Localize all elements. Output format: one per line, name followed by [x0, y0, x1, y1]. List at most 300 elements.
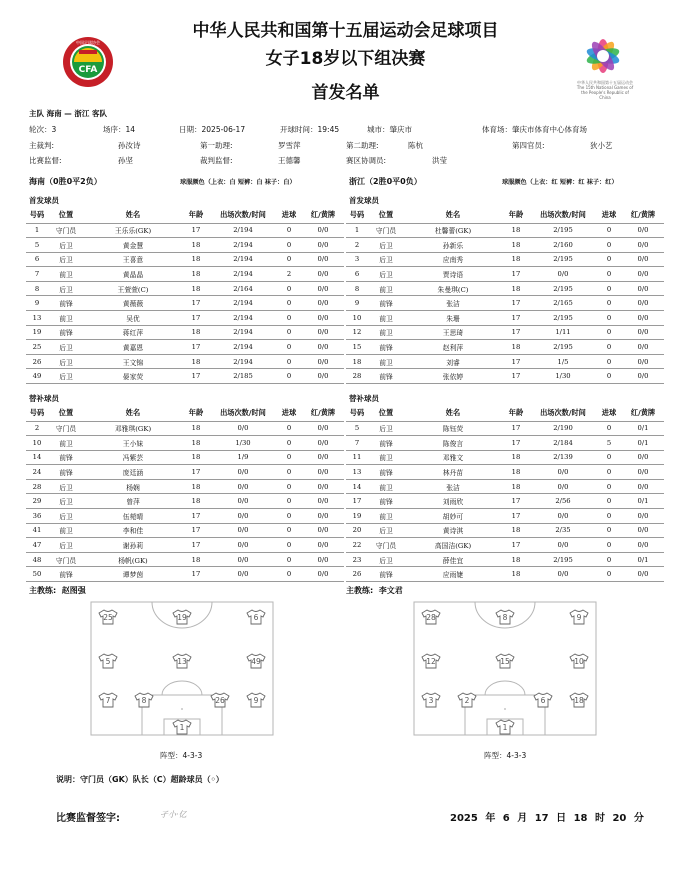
away-coach-label: 主教练: — [346, 586, 374, 595]
national-games-logo — [574, 30, 632, 82]
ref-supervisor: 王德馨 — [278, 156, 301, 165]
col-goals-cell: 0 — [596, 538, 622, 553]
col-position-cell: 后卫 — [368, 421, 404, 436]
cfa-logo — [62, 36, 114, 88]
col-age-cell: 17 — [502, 325, 530, 340]
col-age-cell: 17 — [182, 296, 210, 311]
page-subtitle: 女子18岁以下组决赛 — [265, 49, 426, 69]
col-age-cell: 18 — [182, 325, 210, 340]
away-subs-label: 替补球员 — [349, 394, 379, 403]
table-row — [26, 538, 344, 553]
col-cards-header: 红/黄牌 — [310, 408, 336, 418]
col-goals-cell: 0 — [276, 296, 302, 311]
table-row — [346, 538, 664, 553]
col-cards-cell: 0/0 — [302, 296, 344, 311]
teams-line: 主队 海南 — 浙江 客队 — [29, 109, 107, 118]
col-position-cell: 守门员 — [48, 421, 84, 436]
col-number-header: 号码 — [349, 210, 365, 220]
col-age-cell: 18 — [502, 523, 530, 538]
col-age-cell: 17 — [502, 436, 530, 451]
col-name-cell: 黄金慧 — [84, 238, 182, 253]
col-appearances-cell: 0/0 — [530, 465, 596, 480]
col-position-cell: 前卫 — [48, 523, 84, 538]
col-cards-cell: 0/0 — [622, 450, 664, 465]
col-name-cell: 赵利萍 — [404, 340, 502, 355]
col-name-cell: 黄嘉恩 — [84, 340, 182, 355]
col-position-cell: 前锋 — [368, 436, 404, 451]
col-position-cell: 前锋 — [368, 296, 404, 311]
col-goals-header: 进球 — [281, 408, 297, 418]
fourth-official-label: 第四官员: — [512, 141, 545, 150]
col-position-cell: 前锋 — [368, 465, 404, 480]
col-appearances-cell: 2/164 — [210, 281, 276, 296]
col-name-cell: 吴优 — [84, 311, 182, 326]
col-number-cell: 26 — [346, 567, 368, 582]
col-appearances-cell: 0/0 — [530, 567, 596, 582]
col-appearances-cell: 0/0 — [210, 465, 276, 480]
col-appearances-cell: 2/190 — [530, 421, 596, 436]
col-position-cell: 后卫 — [48, 281, 84, 296]
col-number-cell: 8 — [26, 281, 48, 296]
col-goals-cell: 0 — [276, 436, 302, 451]
col-goals-cell: 0 — [596, 369, 622, 384]
col-number-cell: 13 — [26, 311, 48, 326]
home-subs-table — [26, 406, 344, 582]
col-appearances-cell: 2/194 — [210, 311, 276, 326]
col-cards-header: 红/黄牌 — [310, 210, 336, 220]
col-appearances-cell: 0/0 — [530, 479, 596, 494]
col-appearances-cell: 0/0 — [210, 552, 276, 567]
col-name-cell: 陈俊言 — [404, 436, 502, 451]
col-age-cell: 18 — [502, 552, 530, 567]
col-appearances-cell: 2/195 — [530, 252, 596, 267]
col-name-cell: 冯紫芸 — [84, 450, 182, 465]
col-appearances-cell: 1/11 — [530, 325, 596, 340]
col-position-cell: 前锋 — [368, 567, 404, 582]
col-number-cell: 18 — [346, 354, 368, 369]
col-appearances-cell: 2/194 — [210, 296, 276, 311]
cfa-logo-text: CFA — [78, 65, 98, 75]
col-age-header: 年龄 — [508, 408, 524, 418]
coordinator: 洪莹 — [432, 156, 447, 165]
col-name-cell: 蒋红萍 — [84, 325, 182, 340]
col-position-cell: 前卫 — [368, 281, 404, 296]
col-name-cell: 刘睿 — [404, 354, 502, 369]
table-row — [26, 552, 344, 567]
col-appearances-cell: 0/0 — [530, 267, 596, 282]
penalty-spot — [504, 708, 506, 710]
col-age-cell: 17 — [502, 369, 530, 384]
col-cards-cell: 0/0 — [302, 281, 344, 296]
col-name-cell: 张洁 — [404, 296, 502, 311]
table-row — [346, 223, 664, 238]
table-row — [26, 238, 344, 253]
table-row — [26, 281, 344, 296]
col-position-cell: 前卫 — [368, 311, 404, 326]
col-position-cell: 前卫 — [48, 311, 84, 326]
col-cards-cell: 0/0 — [622, 523, 664, 538]
col-goals-cell: 0 — [276, 311, 302, 326]
col-position-cell: 前锋 — [368, 494, 404, 509]
col-age-cell: 17 — [502, 296, 530, 311]
col-age-cell: 18 — [502, 340, 530, 355]
table-row — [346, 509, 664, 524]
table-row — [346, 494, 664, 509]
col-goals-cell: 0 — [596, 421, 622, 436]
col-name-cell: 黄诗淇 — [404, 523, 502, 538]
col-appearances-header: 出场次数/时间 — [220, 408, 266, 418]
col-age-cell: 17 — [182, 465, 210, 480]
col-age-cell: 18 — [502, 450, 530, 465]
col-name-header: 姓名 — [125, 408, 141, 418]
col-age-cell: 17 — [502, 509, 530, 524]
col-goals-cell: 0 — [596, 281, 622, 296]
col-cards-cell: 0/0 — [302, 311, 344, 326]
col-cards-cell: 0/0 — [622, 538, 664, 553]
referee: 孙汝诗 — [118, 141, 141, 150]
away-kit: 球服颜色（上衣：红 短裤：红 袜子：红） — [502, 179, 618, 186]
away-starters-table — [346, 208, 664, 384]
col-name-cell: 庞廷涵 — [84, 465, 182, 480]
table-row — [26, 479, 344, 494]
col-number-cell: 28 — [346, 369, 368, 384]
col-goals-cell: 0 — [596, 223, 622, 238]
col-goals-cell: 0 — [596, 354, 622, 369]
col-cards-cell: 0/0 — [302, 223, 344, 238]
col-number-cell: 10 — [346, 311, 368, 326]
col-cards-cell: 0/0 — [622, 354, 664, 369]
col-appearances-cell: 2/165 — [530, 296, 596, 311]
col-age-cell: 17 — [182, 567, 210, 582]
col-age-header: 年龄 — [188, 408, 204, 418]
col-number-cell: 25 — [26, 340, 48, 355]
col-goals-cell: 0 — [596, 325, 622, 340]
col-number-header: 号码 — [29, 408, 45, 418]
jersey-number: 10 — [574, 657, 584, 666]
col-name-cell: 黄晶晶 — [84, 267, 182, 282]
col-position-cell: 后卫 — [48, 538, 84, 553]
col-appearances-cell: 1/5 — [530, 354, 596, 369]
col-number-header: 号码 — [349, 408, 365, 418]
col-cards-cell: 0/0 — [302, 252, 344, 267]
legend-note: 说明：守门员（GK）队长（C）超龄球员（◦） — [56, 775, 224, 784]
col-position-cell: 前锋 — [48, 325, 84, 340]
col-name-header: 姓名 — [445, 210, 461, 220]
col-age-cell: 18 — [182, 494, 210, 509]
table-row — [346, 296, 664, 311]
col-cards-cell: 0/0 — [302, 369, 344, 384]
col-goals-cell: 0 — [596, 296, 622, 311]
games-logo-caption: 中华人民共和国第十五届运动会 The 15th National Games of the People's Republic of China — [576, 80, 634, 100]
col-appearances-cell: 2/194 — [210, 238, 276, 253]
jersey-number: 6 — [540, 696, 546, 705]
col-age-cell: 18 — [502, 252, 530, 267]
col-number-cell: 50 — [26, 567, 48, 582]
col-cards-cell: 0/0 — [622, 311, 664, 326]
col-position-cell: 前卫 — [48, 267, 84, 282]
home-coach-line — [29, 585, 86, 596]
col-goals-cell: 0 — [276, 479, 302, 494]
col-appearances-cell: 2/195 — [530, 223, 596, 238]
col-position-cell: 后卫 — [368, 552, 404, 567]
col-name-cell: 黄薇薇 — [84, 296, 182, 311]
away-subs-table — [346, 406, 664, 582]
col-name-cell: 应雨婕 — [404, 567, 502, 582]
col-name-cell: 朱珊 — [404, 311, 502, 326]
col-number-cell: 48 — [26, 552, 48, 567]
col-goals-cell: 0 — [596, 450, 622, 465]
col-goals-cell: 0 — [596, 340, 622, 355]
table-row — [346, 479, 664, 494]
table-row — [26, 523, 344, 538]
col-number-cell: 5 — [346, 421, 368, 436]
col-age-cell: 18 — [182, 252, 210, 267]
away-starters-label: 首发球员 — [349, 196, 379, 205]
col-age-cell: 18 — [502, 281, 530, 296]
col-age-cell: 18 — [182, 238, 210, 253]
col-goals-cell: 0 — [276, 523, 302, 538]
col-name-cell: 薛佳宜 — [404, 552, 502, 567]
col-name-cell: 陈钰荧 — [404, 421, 502, 436]
col-name-header: 姓名 — [445, 408, 461, 418]
col-appearances-cell: 2/139 — [530, 450, 596, 465]
col-number-cell: 6 — [346, 267, 368, 282]
col-appearances-cell: 0/0 — [210, 538, 276, 553]
col-appearances-header: 出场次数/时间 — [540, 210, 586, 220]
col-number-cell: 1 — [346, 223, 368, 238]
table-row — [346, 340, 664, 355]
col-age-cell: 17 — [182, 538, 210, 553]
col-name-cell: 杨帆(GK) — [84, 552, 182, 567]
col-age-cell: 18 — [182, 552, 210, 567]
jersey-number: 5 — [105, 657, 111, 666]
col-appearances-cell: 2/195 — [530, 281, 596, 296]
col-cards-cell: 0/0 — [302, 552, 344, 567]
col-position-header: 位置 — [58, 210, 74, 220]
col-position-cell: 前卫 — [368, 509, 404, 524]
col-appearances-cell: 2/194 — [210, 252, 276, 267]
table-row — [346, 281, 664, 296]
col-name-cell: 邓雅文 — [404, 450, 502, 465]
col-name-cell: 王萱萱(C) — [84, 281, 182, 296]
home-team-line: 海南（0胜0平2负） — [29, 177, 102, 186]
col-cards-cell: 0/1 — [622, 436, 664, 451]
col-number-cell: 9 — [346, 296, 368, 311]
col-name-cell: 王小妹 — [84, 436, 182, 451]
col-number-cell: 5 — [26, 238, 48, 253]
col-goals-cell: 0 — [596, 523, 622, 538]
jersey-number: 12 — [426, 657, 436, 666]
jersey-number: 13 — [177, 657, 187, 666]
col-name-cell: 孙新乐 — [404, 238, 502, 253]
home-coach: 赵图强 — [61, 586, 86, 595]
table-row — [346, 252, 664, 267]
table-row — [26, 252, 344, 267]
col-cards-cell: 0/0 — [302, 450, 344, 465]
col-position-cell: 前锋 — [368, 369, 404, 384]
col-cards-cell: 0/0 — [302, 479, 344, 494]
col-position-cell: 前锋 — [368, 340, 404, 355]
col-number-cell: 17 — [346, 494, 368, 509]
col-cards-cell: 0/0 — [302, 354, 344, 369]
col-position-cell: 前锋 — [48, 450, 84, 465]
col-cards-cell: 0/0 — [622, 369, 664, 384]
col-goals-header: 进球 — [601, 408, 617, 418]
col-goals-cell: 0 — [276, 494, 302, 509]
col-age-cell: 17 — [182, 369, 210, 384]
col-cards-cell: 0/0 — [302, 267, 344, 282]
col-goals-cell: 0 — [596, 552, 622, 567]
col-age-cell: 17 — [182, 340, 210, 355]
col-cards-cell: 0/0 — [622, 325, 664, 340]
col-appearances-cell: 2/194 — [210, 354, 276, 369]
page-heading: 首发名单 — [311, 83, 380, 103]
col-age-cell: 17 — [182, 223, 210, 238]
supervisor-signature: 孑小·亿 — [160, 810, 187, 819]
jersey-number: 18 — [574, 696, 584, 705]
col-goals-cell: 0 — [276, 340, 302, 355]
col-name-cell: 王喜意 — [84, 252, 182, 267]
col-age-cell: 17 — [182, 523, 210, 538]
col-name-cell: 林丹苗 — [404, 465, 502, 480]
table-row — [346, 267, 664, 282]
col-position-cell: 守门员 — [368, 538, 404, 553]
col-age-cell: 17 — [502, 538, 530, 553]
signature-date: 2025 年 6 月 17 日 18 时 20 分 — [450, 813, 644, 824]
col-name-cell: 李和佳 — [84, 523, 182, 538]
col-name-cell: 高国洁(GK) — [404, 538, 502, 553]
table-row — [346, 552, 664, 567]
col-appearances-cell: 2/194 — [210, 325, 276, 340]
away-coach: 李文君 — [378, 586, 403, 595]
col-number-cell: 47 — [26, 538, 48, 553]
col-number-cell: 9 — [26, 296, 48, 311]
col-goals-cell: 0 — [276, 281, 302, 296]
col-number-cell: 14 — [26, 450, 48, 465]
col-position-cell: 后卫 — [48, 354, 84, 369]
col-number-cell: 20 — [346, 523, 368, 538]
col-appearances-cell: 0/0 — [210, 494, 276, 509]
col-appearances-cell: 0/0 — [530, 538, 596, 553]
table-row — [26, 436, 344, 451]
col-age-header: 年龄 — [508, 210, 524, 220]
away-formation-pitch — [413, 601, 597, 736]
col-cards-cell: 0/0 — [622, 267, 664, 282]
col-goals-cell: 0 — [276, 325, 302, 340]
col-cards-cell: 0/0 — [302, 436, 344, 451]
table-row — [26, 421, 344, 436]
col-appearances-cell: 2/194 — [210, 340, 276, 355]
col-cards-cell: 0/0 — [622, 567, 664, 582]
col-appearances-cell: 2/194 — [210, 267, 276, 282]
col-position-cell: 前卫 — [368, 354, 404, 369]
col-age-cell: 18 — [502, 223, 530, 238]
ar2-label: 第二助理: — [346, 141, 379, 150]
col-name-cell: 张洁 — [404, 479, 502, 494]
col-position-cell: 后卫 — [48, 494, 84, 509]
col-cards-cell: 0/0 — [622, 223, 664, 238]
col-appearances-cell: 2/184 — [530, 436, 596, 451]
jersey-number: 15 — [500, 657, 510, 666]
col-appearances-cell: 0/0 — [530, 509, 596, 524]
col-goals-cell: 0 — [596, 238, 622, 253]
table-row — [346, 465, 664, 480]
table-row — [26, 354, 344, 369]
jersey-number: 6 — [253, 613, 259, 622]
col-appearances-cell: 2/56 — [530, 494, 596, 509]
col-name-cell: 贾诗语 — [404, 267, 502, 282]
col-name-cell: 伍菀晴 — [84, 509, 182, 524]
col-age-cell: 18 — [182, 479, 210, 494]
col-appearances-cell: 1/30 — [530, 369, 596, 384]
table-row — [346, 354, 664, 369]
col-number-cell: 1 — [26, 223, 48, 238]
table-row — [26, 494, 344, 509]
supervisor: 孙坚 — [118, 156, 133, 165]
jersey-number: 8 — [141, 696, 147, 705]
table-row — [26, 340, 344, 355]
col-goals-cell: 0 — [596, 479, 622, 494]
col-name-cell: 杜馨蕾(GK) — [404, 223, 502, 238]
col-cards-cell: 0/0 — [302, 538, 344, 553]
col-number-cell: 36 — [26, 509, 48, 524]
jersey-number: 1 — [179, 723, 185, 732]
col-cards-cell: 0/0 — [622, 252, 664, 267]
col-name-cell: 胡妙可 — [404, 509, 502, 524]
col-position-cell: 后卫 — [368, 523, 404, 538]
col-appearances-header: 出场次数/时间 — [220, 210, 266, 220]
col-number-header: 号码 — [29, 210, 45, 220]
table-row — [26, 325, 344, 340]
col-name-cell: 王思琦 — [404, 325, 502, 340]
kickoff-time: 开球时间：19:45 — [280, 125, 340, 134]
col-name-cell: 应南秀 — [404, 252, 502, 267]
col-number-cell: 49 — [26, 369, 48, 384]
col-goals-cell: 0 — [276, 354, 302, 369]
col-cards-cell: 0/0 — [302, 465, 344, 480]
col-position-cell: 后卫 — [368, 252, 404, 267]
city: 城市：肇庆市 — [367, 125, 412, 134]
col-goals-cell: 0 — [596, 252, 622, 267]
col-name-cell: 谭梦茵 — [84, 567, 182, 582]
col-goals-cell: 0 — [276, 421, 302, 436]
jersey-number: 7 — [105, 696, 111, 705]
col-appearances-cell: 2/160 — [530, 238, 596, 253]
col-cards-cell: 0/0 — [302, 325, 344, 340]
table-row — [26, 369, 344, 384]
ar2: 陈杭 — [408, 141, 423, 150]
table-row — [26, 465, 344, 480]
col-number-cell: 19 — [346, 509, 368, 524]
col-cards-cell: 0/0 — [302, 421, 344, 436]
col-cards-cell: 0/1 — [622, 494, 664, 509]
col-number-cell: 12 — [346, 325, 368, 340]
col-age-cell: 18 — [182, 450, 210, 465]
penalty-spot — [181, 708, 183, 710]
jersey-number: 28 — [426, 613, 436, 622]
col-appearances-cell: 0/0 — [210, 421, 276, 436]
col-age-cell: 17 — [502, 311, 530, 326]
col-number-cell: 8 — [346, 281, 368, 296]
col-goals-cell: 0 — [276, 567, 302, 582]
col-goals-cell: 0 — [276, 369, 302, 384]
col-name-header: 姓名 — [125, 210, 141, 220]
col-age-cell: 18 — [182, 436, 210, 451]
home-starters-label: 首发球员 — [29, 196, 59, 205]
col-number-cell: 2 — [26, 421, 48, 436]
col-goals-cell: 0 — [276, 538, 302, 553]
col-goals-cell: 0 — [276, 223, 302, 238]
